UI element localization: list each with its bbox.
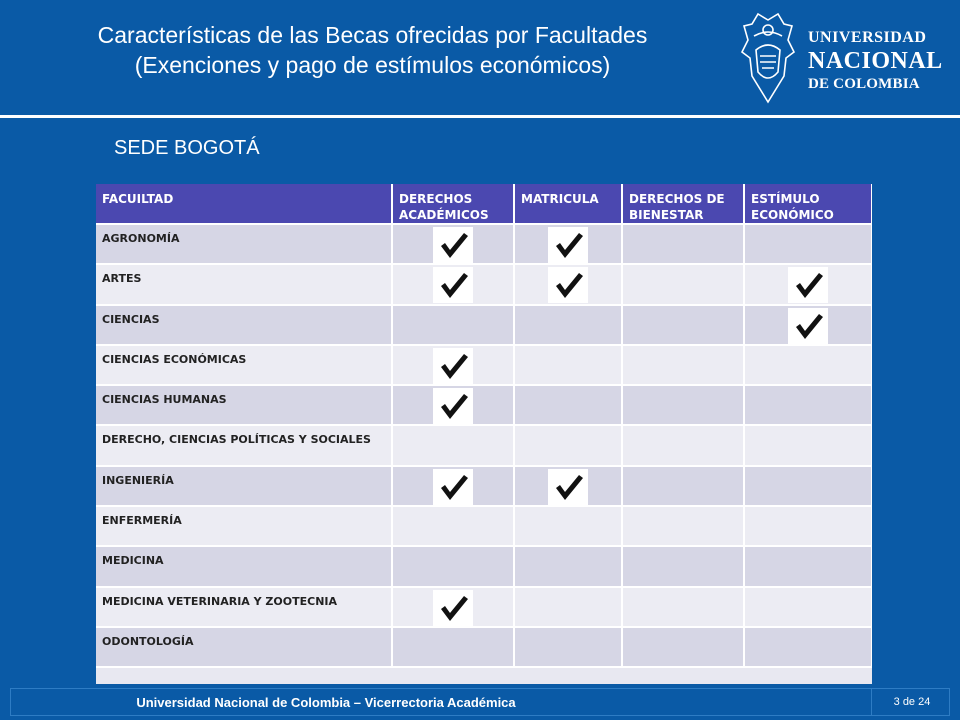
table-cell bbox=[744, 627, 872, 667]
header-enrollment: MATRICULA bbox=[514, 184, 622, 224]
university-wordmark bbox=[808, 30, 943, 92]
header-academic-rights: DERECHOS ACADÉMICOS bbox=[392, 184, 514, 224]
table-cell bbox=[744, 587, 872, 627]
table-row bbox=[96, 466, 872, 506]
checkmark-icon bbox=[433, 227, 473, 263]
table-cell bbox=[622, 305, 744, 345]
checkmark-icon bbox=[433, 348, 473, 384]
table-cell bbox=[514, 385, 622, 425]
table-row bbox=[96, 546, 872, 586]
table-cell bbox=[622, 264, 744, 304]
table-cell bbox=[622, 466, 744, 506]
table-row bbox=[96, 224, 872, 264]
slide-title bbox=[0, 20, 745, 80]
table-cell bbox=[622, 345, 744, 385]
checkmark-icon bbox=[788, 308, 828, 344]
table-cell bbox=[744, 546, 872, 586]
table-row bbox=[96, 587, 872, 627]
faculty-name: AGRONOMÍA bbox=[96, 224, 392, 264]
table-cell bbox=[622, 587, 744, 627]
table-cell bbox=[392, 506, 514, 546]
wordmark-line-1: UNIVERSIDAD bbox=[808, 29, 927, 46]
scholarship-table-container bbox=[96, 184, 872, 684]
table-cell bbox=[622, 627, 744, 667]
table-row bbox=[96, 345, 872, 385]
scholarship-table bbox=[96, 184, 872, 668]
table-cell bbox=[744, 305, 872, 345]
table-cell bbox=[392, 587, 514, 627]
university-logo bbox=[728, 4, 960, 112]
table-cell bbox=[744, 224, 872, 264]
table-cell bbox=[622, 425, 744, 465]
table-cell bbox=[514, 587, 622, 627]
table-cell bbox=[514, 345, 622, 385]
faculty-name: ENFERMERÍA bbox=[96, 506, 392, 546]
header-economic-stimulus: ESTÍMULO ECONÓMICO bbox=[744, 184, 872, 224]
table-cell bbox=[514, 506, 622, 546]
checkmark-icon bbox=[548, 469, 588, 505]
university-seal-icon bbox=[734, 10, 802, 106]
checkmark-icon bbox=[548, 267, 588, 303]
table-row bbox=[96, 506, 872, 546]
slide-footer bbox=[10, 688, 950, 716]
checkmark-icon bbox=[433, 267, 473, 303]
checkmark-icon bbox=[433, 388, 473, 424]
faculty-name: MEDICINA VETERINARIA Y ZOOTECNIA bbox=[96, 587, 392, 627]
table-cell bbox=[744, 345, 872, 385]
table-cell bbox=[392, 224, 514, 264]
table-cell bbox=[392, 345, 514, 385]
table-row bbox=[96, 627, 872, 667]
table-cell bbox=[514, 546, 622, 586]
table-row bbox=[96, 305, 872, 345]
table-cell bbox=[622, 385, 744, 425]
table-cell bbox=[514, 305, 622, 345]
faculty-name: MEDICINA bbox=[96, 546, 392, 586]
title-line-2: (Exenciones y pago de estímulos económicos) bbox=[134, 52, 611, 78]
table-cell bbox=[392, 466, 514, 506]
table-cell bbox=[622, 546, 744, 586]
header-welfare-rights: DERECHOS DE BIENESTAR bbox=[622, 184, 744, 224]
header-faculty: FACUILTAD bbox=[96, 184, 392, 224]
table-cell bbox=[744, 264, 872, 304]
footer-text: Universidad Nacional de Colombia – Vicerrectoria Académica bbox=[136, 695, 516, 710]
table-row bbox=[96, 425, 872, 465]
title-line-1: Características de las Becas ofrecidas por Facultades bbox=[97, 22, 648, 48]
table-cell bbox=[622, 506, 744, 546]
table-cell bbox=[744, 506, 872, 546]
faculty-name: ODONTOLOGÍA bbox=[96, 627, 392, 667]
table-cell bbox=[622, 224, 744, 264]
faculty-name: CIENCIAS bbox=[96, 305, 392, 345]
wordmark-line-3: DE COLOMBIA bbox=[808, 76, 920, 92]
table-cell bbox=[744, 425, 872, 465]
table-row bbox=[96, 264, 872, 304]
table-header-row bbox=[96, 184, 872, 224]
faculty-name: CIENCIAS ECONÓMICAS bbox=[96, 345, 392, 385]
table-cell bbox=[392, 546, 514, 586]
table-cell bbox=[514, 627, 622, 667]
campus-label: SEDE BOGOTÁ bbox=[114, 137, 260, 159]
table-cell bbox=[392, 305, 514, 345]
page-indicator: 3 de 24 bbox=[871, 689, 952, 715]
table-cell bbox=[392, 385, 514, 425]
table-cell bbox=[514, 466, 622, 506]
checkmark-icon bbox=[788, 267, 828, 303]
title-divider bbox=[0, 115, 960, 118]
wordmark-line-2: NACIONAL bbox=[808, 48, 943, 74]
table-cell bbox=[744, 385, 872, 425]
faculty-name: CIENCIAS HUMANAS bbox=[96, 385, 392, 425]
checkmark-icon bbox=[433, 590, 473, 626]
faculty-name: DERECHO, CIENCIAS POLÍTICAS Y SOCIALES bbox=[96, 425, 392, 465]
table-cell bbox=[514, 224, 622, 264]
table-cell bbox=[392, 264, 514, 304]
table-cell bbox=[392, 627, 514, 667]
checkmark-icon bbox=[548, 227, 588, 263]
table-cell bbox=[392, 425, 514, 465]
faculty-name: ARTES bbox=[96, 264, 392, 304]
table-cell bbox=[744, 466, 872, 506]
table-cell bbox=[514, 425, 622, 465]
faculty-name: INGENIERÍA bbox=[96, 466, 392, 506]
table-row bbox=[96, 385, 872, 425]
checkmark-icon bbox=[433, 469, 473, 505]
table-body bbox=[96, 224, 872, 667]
table-cell bbox=[514, 264, 622, 304]
